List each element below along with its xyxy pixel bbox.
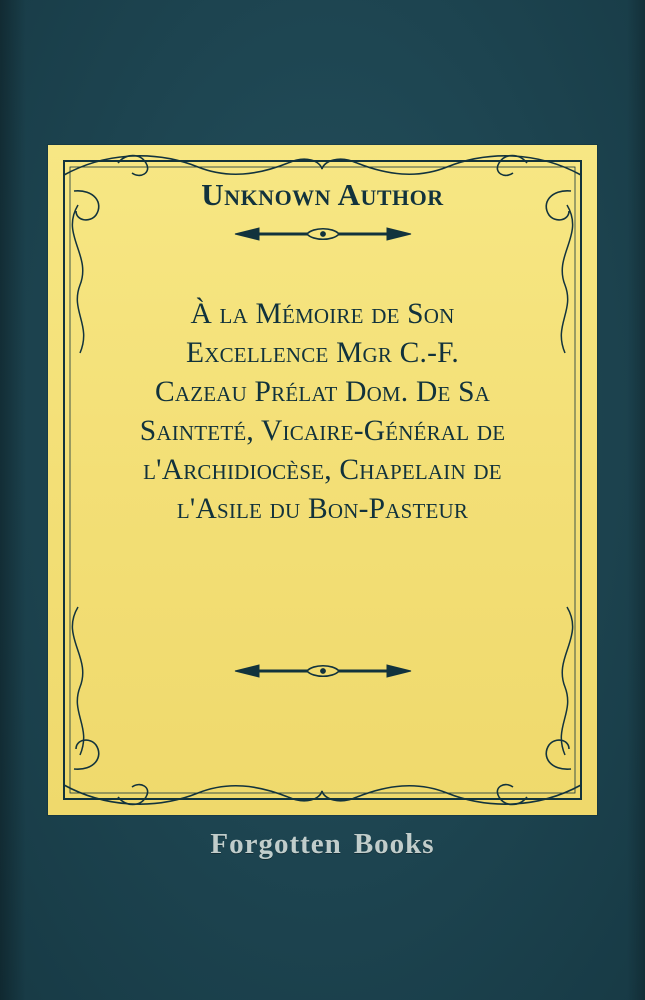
author-name: Unknown Author [201,177,444,212]
bottom-divider-ornament [233,660,413,682]
top-divider-ornament [233,223,413,245]
title-line: l'Asile du Bon-Pasteur [176,493,469,525]
title-line: À la Mémoire de Son [190,298,455,330]
title-line: l'Archidiocèse, Chapelain de [143,454,502,486]
title-line: Cazeau Prélat Dom. De Sa [154,376,491,408]
publisher-word-books: Books [353,828,435,860]
title-panel [48,145,597,815]
title-line: Sainteté, Vicaire-Général de [139,415,506,447]
publisher-logo [0,828,645,861]
publisher-word-forgotten: Forgotten [210,828,342,860]
title-line: Excellence Mgr C.-F. [186,337,459,369]
book-title [90,295,555,529]
